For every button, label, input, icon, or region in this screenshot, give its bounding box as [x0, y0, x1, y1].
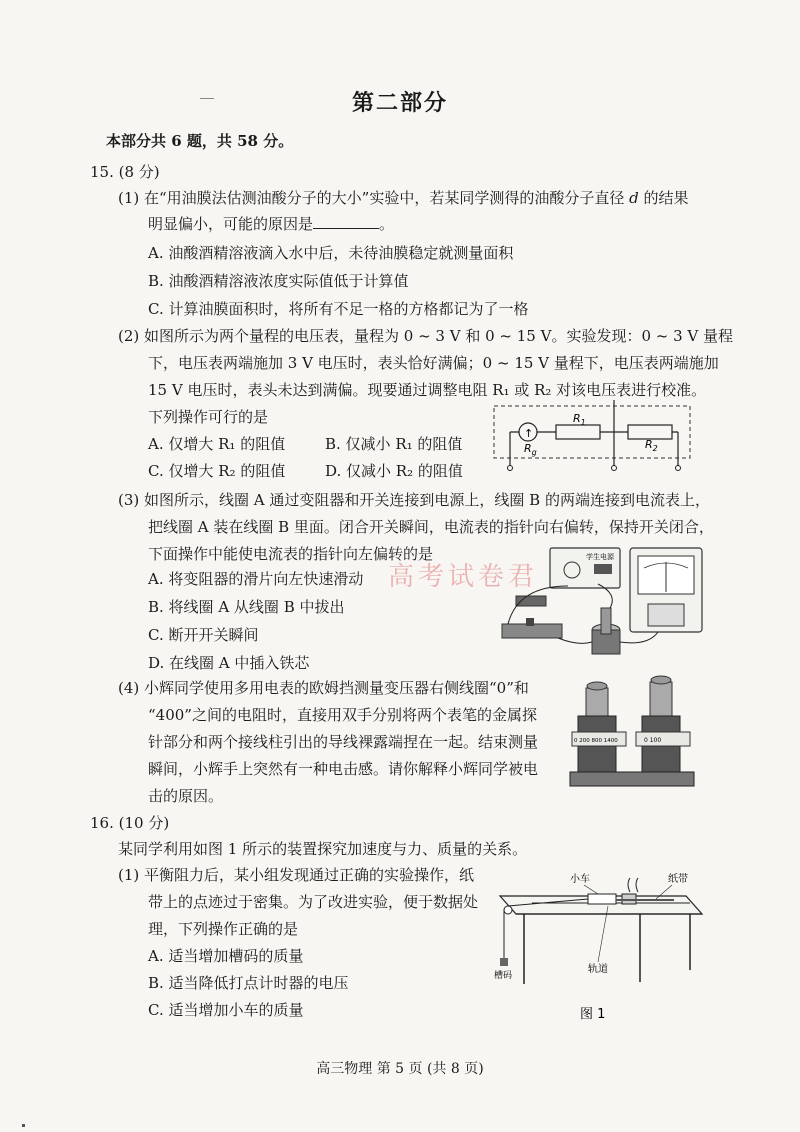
section-heading: 第二部分 [351, 90, 448, 116]
terminal-mid [612, 466, 617, 471]
q15-p1-var: d [629, 189, 639, 207]
q15-p1-line1-post: 的结果 [643, 189, 689, 207]
ammeter-window [648, 604, 684, 626]
q16-p1-option-b: B. 适当降低打点计时器的电压 [148, 974, 349, 992]
q15-p4-line4: 瞬间，小辉手上突然有一种电击感。请你解释小辉同学被电 [148, 760, 539, 778]
coil-a [601, 608, 611, 634]
q16-p1-line3: 理，下列操作正确的是 [148, 920, 299, 938]
terminal-left [508, 466, 513, 471]
q16-p1-line2: 带上的点迹过于密集。为了改进实验，便于数据处 [148, 893, 479, 911]
q15-p4-line1: (4) 小辉同学使用多用电表的欧姆挡测量变压器右侧线圈“0”和 [118, 679, 529, 697]
q15-p2-line4: 下列操作可行的是 [148, 408, 269, 426]
transformer-base [570, 772, 694, 786]
rheostat [502, 624, 562, 638]
page-footer: 高三物理 第 5 页 (共 8 页) [316, 1061, 484, 1077]
q15-p1-option-b: B. 油酸酒精溶液浓度实际值低于计算值 [148, 272, 409, 290]
galvanometer-arrow: ↑ [524, 427, 534, 440]
left-knob [587, 682, 607, 690]
q15-p1-line2-pre: 明显偏小，可能的原因是 [148, 215, 314, 233]
right-knob [651, 676, 671, 684]
label-rg: $R_g$ [524, 442, 537, 457]
label-tape: 纸带 [668, 874, 688, 885]
terminal-right [676, 466, 681, 471]
q15-p3-line2: 把线圈 A 装在线圈 B 里面。闭合开关瞬间，电流表的指针向右偏转，保持开关闭合， [148, 518, 714, 536]
q15-p2-line3: 15 V 电压时，表头未达到满偏。现要通过调整电阻 R₁ 或 R₂ 对该电压表进行校准。 [148, 381, 707, 399]
q15-p1-line2-post: 。 [379, 215, 395, 233]
pulley [504, 906, 512, 914]
power-supply-label: 学生电源 [586, 553, 614, 561]
q16-intro: 某同学利用如图 1 所示的装置探究加速度与力、质量的关系。 [118, 840, 528, 858]
q15-p1-line1 [118, 187, 689, 208]
cart-body [588, 894, 616, 904]
q15-number: 15. (8 分) [90, 163, 160, 181]
q16-number: 16. (10 分) [90, 814, 170, 832]
label-r2: $R_2$ [645, 438, 658, 453]
q15-p4-line2: “400”之间的电阻时，直接用双手分别将两个表笔的金属探 [148, 706, 537, 724]
label-r1: $R_1$ [573, 412, 586, 427]
transformer-illustration [566, 672, 706, 802]
section-intro: 本部分共 6 题，共 58 分。 [106, 132, 294, 150]
q15-p3-option-c: C. 断开开关瞬间 [148, 626, 259, 644]
q15-p1-line2 [148, 213, 394, 234]
q15-p4-line3: 针部分和两个接线柱引出的导线裸露端捏在一起。结束测量 [148, 733, 539, 751]
q15-p2-line2: 下，电压表两端施加 3 V 电压时，表头恰好满偏；0 ~ 15 V 量程下，电压表两端施加 [148, 354, 719, 372]
resistor-r2 [628, 425, 672, 439]
resistor-r1 [556, 425, 600, 439]
q15-p3-option-a: A. 将变阻器的滑片向左快速滑动 [148, 570, 364, 588]
label-weight: 槽码 [494, 971, 513, 981]
q15-p1-line1-pre: (1) 在“用油膜法估测油酸分子的大小”实验中，若某同学测得的油酸分子直径 [118, 189, 625, 207]
q15-p2-line1: (2) 如图所示为两个量程的电压表，量程为 0 ~ 3 V 和 0 ~ 15 V。实验发现：0 ~ 3 V 量程 [118, 327, 734, 345]
right-core-top [650, 682, 672, 716]
rheostat-slider [526, 618, 534, 626]
left-terminal-labels: 0 200 800 1400 [574, 738, 618, 744]
hanging-weight [500, 958, 508, 966]
left-core-top [586, 688, 608, 716]
q16-p1-line1: (1) 平衡阻力后，某小组发现通过正确的实验操作，纸 [118, 866, 475, 884]
watermark: 高考试卷君 [388, 562, 539, 592]
q15-p1-option-c: C. 计算油膜面积时，将所有不足一格的方格都记为了一格 [148, 300, 529, 318]
q15-p3-line3: 下面操作中能使电流表的指针向左偏转的是 [148, 545, 434, 563]
q15-p1-option-a: A. 油酸酒精溶液滴入水中后，未待油膜稳定就测量面积 [148, 244, 514, 262]
label-track: 轨道 [588, 964, 608, 975]
voltmeter-circuit-diagram [488, 398, 700, 478]
figure-caption: 图 1 [580, 1007, 606, 1022]
q15-p4-line5: 击的原因。 [148, 787, 224, 805]
q15-p3-line1: (3) 如图所示，线圈 A 通过变阻器和开关连接到电源上，线圈 B 的两端连接到电流表上， [118, 491, 710, 509]
label-cart: 小车 [570, 874, 590, 885]
q15-p2-option-c: C. 仅增大 R₂ 的阻值 [148, 462, 286, 480]
q16-p1-option-c: C. 适当增加小车的质量 [148, 1001, 304, 1019]
q15-p3-option-b: B. 将线圈 A 从线圈 B 中拔出 [148, 598, 345, 616]
cart-leader [584, 885, 598, 894]
power-switch [594, 564, 612, 574]
q16-p1-option-a: A. 适当增加槽码的质量 [148, 947, 304, 965]
scan-dot [22, 1124, 25, 1127]
q15-p2-option-b: B. 仅减小 R₁ 的阻值 [325, 435, 463, 453]
timer-wires [628, 878, 638, 892]
right-terminal-labels: 0 100 [644, 737, 662, 744]
q15-p2-option-a: A. 仅增大 R₁ 的阻值 [148, 435, 286, 453]
q15-p3-option-d: D. 在线圈 A 中插入铁芯 [148, 654, 310, 672]
answer-blank [313, 216, 379, 229]
figure-1-cart-track [490, 866, 710, 1026]
q15-p2-option-d: D. 仅减小 R₂ 的阻值 [325, 462, 463, 480]
